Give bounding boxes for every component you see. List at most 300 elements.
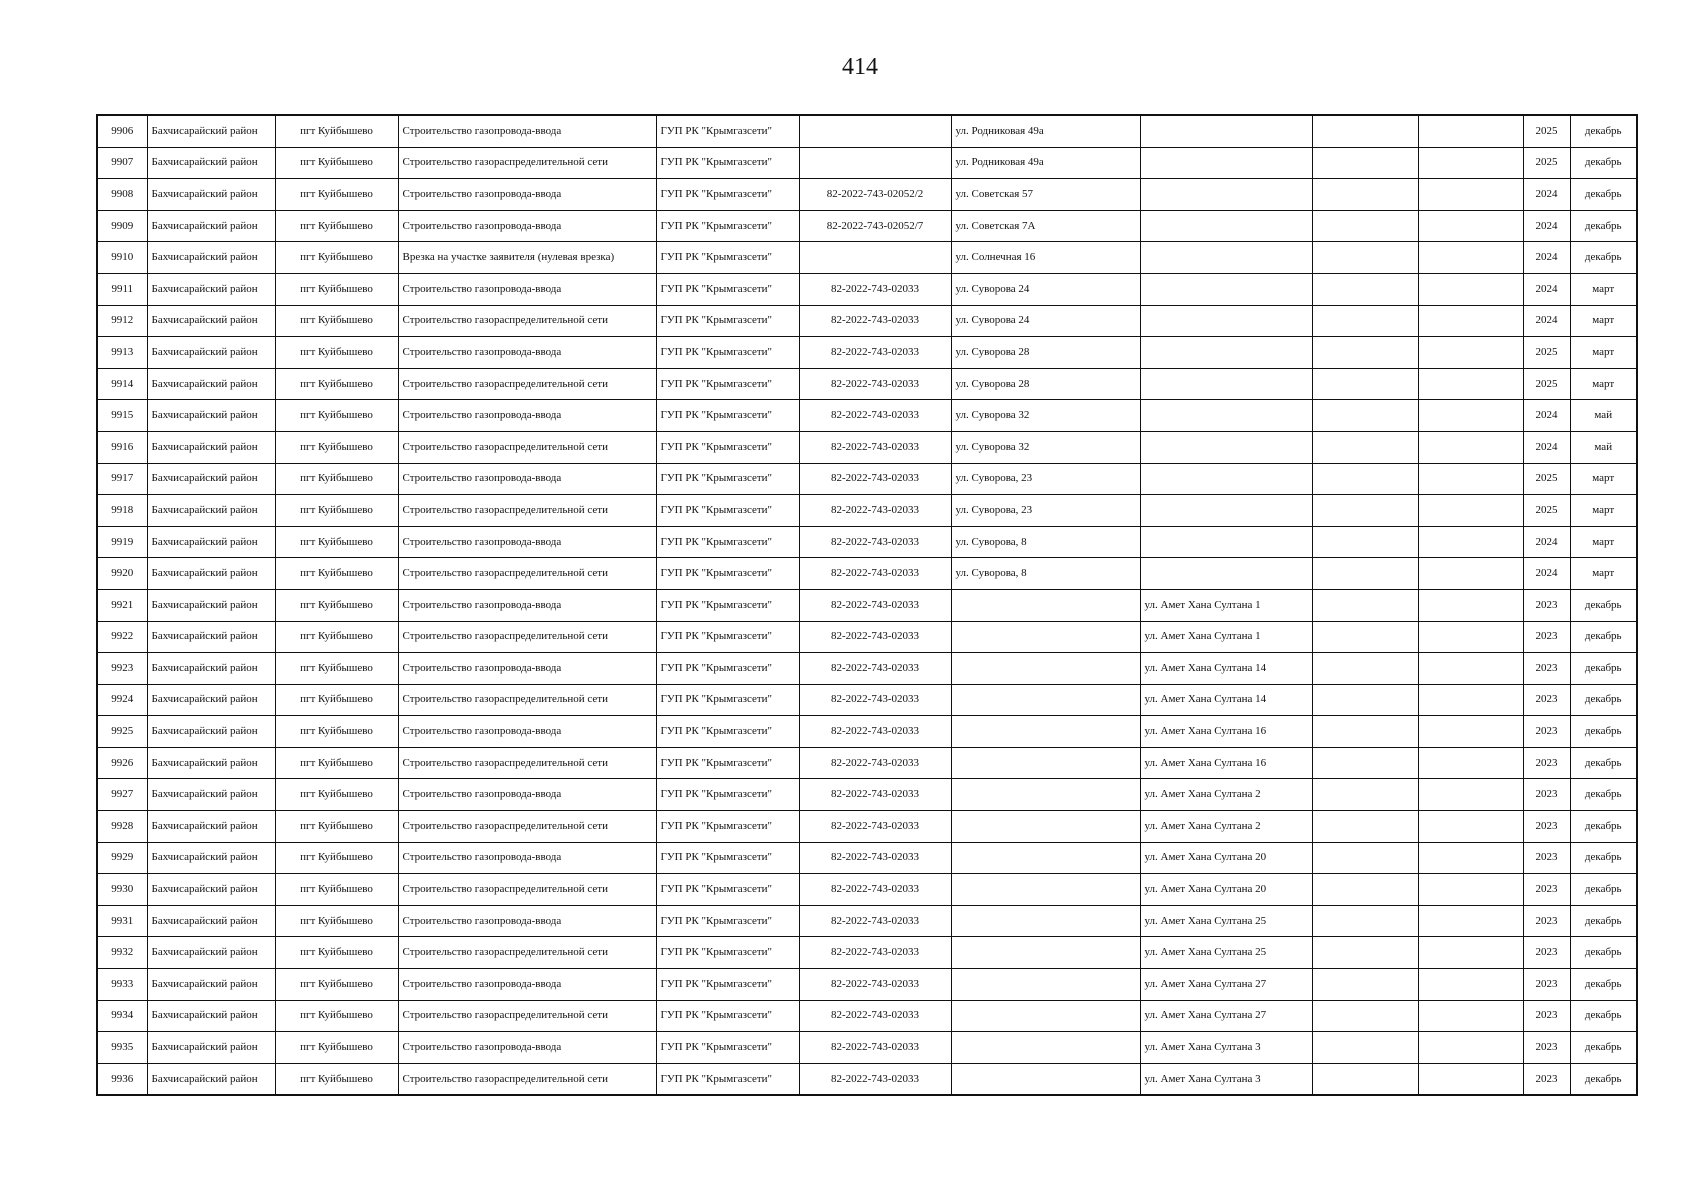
registry-code-cell: 82-2022-743-02033 <box>799 811 951 843</box>
work-type-cell: Строительство газопровода-ввода <box>398 115 656 147</box>
month-cell: март <box>1570 368 1637 400</box>
organization-cell: ГУП РК "Крымгазсети" <box>656 653 799 685</box>
blank-cell <box>1312 842 1418 874</box>
organization-cell: ГУП РК "Крымгазсети" <box>656 210 799 242</box>
blank-cell <box>1418 684 1523 716</box>
address-cell <box>951 811 1140 843</box>
address-cell <box>951 969 1140 1001</box>
district-cell: Бахчисарайский район <box>147 242 275 274</box>
address-cell <box>951 653 1140 685</box>
blank-cell <box>1418 621 1523 653</box>
work-type-cell: Строительство газопровода-ввода <box>398 337 656 369</box>
year-cell: 2025 <box>1523 115 1570 147</box>
registry-code-cell: 82-2022-743-02033 <box>799 558 951 590</box>
row-number: 9914 <box>97 368 147 400</box>
blank-cell <box>1418 558 1523 590</box>
year-cell: 2025 <box>1523 147 1570 179</box>
organization-cell: ГУП РК "Крымгазсети" <box>656 874 799 906</box>
year-cell: 2025 <box>1523 337 1570 369</box>
registry-code-cell: 82-2022-743-02033 <box>799 337 951 369</box>
work-type-cell: Строительство газопровода-ввода <box>398 179 656 211</box>
table-row <box>97 621 1637 653</box>
blank-cell <box>1312 747 1418 779</box>
work-type-cell: Строительство газораспределительной сети <box>398 431 656 463</box>
row-number: 9907 <box>97 147 147 179</box>
district-cell: Бахчисарайский район <box>147 463 275 495</box>
work-type-cell: Строительство газораспределительной сети <box>398 147 656 179</box>
address-cell <box>951 905 1140 937</box>
row-number: 9921 <box>97 589 147 621</box>
district-cell: Бахчисарайский район <box>147 1063 275 1095</box>
district-cell: Бахчисарайский район <box>147 779 275 811</box>
organization-cell: ГУП РК "Крымгазсети" <box>656 969 799 1001</box>
work-type-cell: Строительство газораспределительной сети <box>398 621 656 653</box>
address-cell: ул. Родниковая 49а <box>951 147 1140 179</box>
address-alt-cell <box>1140 431 1312 463</box>
month-cell: декабрь <box>1570 716 1637 748</box>
month-cell: декабрь <box>1570 969 1637 1001</box>
table-row <box>97 368 1637 400</box>
blank-cell <box>1312 621 1418 653</box>
month-cell: май <box>1570 431 1637 463</box>
work-type-cell: Врезка на участке заявителя (нулевая врезка) <box>398 242 656 274</box>
address-alt-cell <box>1140 526 1312 558</box>
blank-cell <box>1418 1063 1523 1095</box>
work-type-cell: Строительство газопровода-ввода <box>398 210 656 242</box>
month-cell: декабрь <box>1570 937 1637 969</box>
table-row <box>97 210 1637 242</box>
address-cell <box>951 716 1140 748</box>
year-cell: 2025 <box>1523 368 1570 400</box>
blank-cell <box>1418 937 1523 969</box>
address-cell: ул. Советская 57 <box>951 179 1140 211</box>
address-alt-cell <box>1140 400 1312 432</box>
row-number: 9910 <box>97 242 147 274</box>
table-row <box>97 779 1637 811</box>
address-cell: ул. Суворова 32 <box>951 431 1140 463</box>
registry-code-cell: 82-2022-743-02033 <box>799 653 951 685</box>
registry-code-cell: 82-2022-743-02033 <box>799 495 951 527</box>
district-cell: Бахчисарайский район <box>147 874 275 906</box>
settlement-cell: пгт Куйбышево <box>275 589 398 621</box>
registry-code-cell <box>799 147 951 179</box>
year-cell: 2023 <box>1523 842 1570 874</box>
blank-cell <box>1312 337 1418 369</box>
blank-cell <box>1312 905 1418 937</box>
year-cell: 2023 <box>1523 905 1570 937</box>
organization-cell: ГУП РК "Крымгазсети" <box>656 495 799 527</box>
settlement-cell: пгт Куйбышево <box>275 242 398 274</box>
address-cell: ул. Суворова, 23 <box>951 463 1140 495</box>
row-number: 9915 <box>97 400 147 432</box>
settlement-cell: пгт Куйбышево <box>275 621 398 653</box>
table-row <box>97 1000 1637 1032</box>
registry-code-cell: 82-2022-743-02033 <box>799 463 951 495</box>
district-cell: Бахчисарайский район <box>147 1032 275 1064</box>
work-type-cell: Строительство газопровода-ввода <box>398 589 656 621</box>
work-type-cell: Строительство газопровода-ввода <box>398 716 656 748</box>
blank-cell <box>1418 147 1523 179</box>
organization-cell: ГУП РК "Крымгазсети" <box>656 115 799 147</box>
blank-cell <box>1418 969 1523 1001</box>
blank-cell <box>1418 779 1523 811</box>
work-type-cell: Строительство газораспределительной сети <box>398 1000 656 1032</box>
table-body <box>97 115 1637 1095</box>
address-alt-cell: ул. Амет Хана Султана 16 <box>1140 747 1312 779</box>
address-alt-cell: ул. Амет Хана Султана 27 <box>1140 969 1312 1001</box>
table-row <box>97 463 1637 495</box>
row-number: 9918 <box>97 495 147 527</box>
address-alt-cell <box>1140 179 1312 211</box>
organization-cell: ГУП РК "Крымгазсети" <box>656 242 799 274</box>
table-row <box>97 179 1637 211</box>
district-cell: Бахчисарайский район <box>147 558 275 590</box>
registry-code-cell: 82-2022-743-02033 <box>799 684 951 716</box>
district-cell: Бахчисарайский район <box>147 400 275 432</box>
blank-cell <box>1312 179 1418 211</box>
year-cell: 2024 <box>1523 526 1570 558</box>
year-cell: 2024 <box>1523 273 1570 305</box>
row-number: 9916 <box>97 431 147 463</box>
row-number: 9926 <box>97 747 147 779</box>
row-number: 9927 <box>97 779 147 811</box>
address-cell <box>951 589 1140 621</box>
settlement-cell: пгт Куйбышево <box>275 368 398 400</box>
address-cell <box>951 1032 1140 1064</box>
month-cell: март <box>1570 463 1637 495</box>
table-row <box>97 242 1637 274</box>
organization-cell: ГУП РК "Крымгазсети" <box>656 305 799 337</box>
blank-cell <box>1312 716 1418 748</box>
blank-cell <box>1418 842 1523 874</box>
organization-cell: ГУП РК "Крымгазсети" <box>656 558 799 590</box>
blank-cell <box>1312 874 1418 906</box>
settlement-cell: пгт Куйбышево <box>275 969 398 1001</box>
month-cell: декабрь <box>1570 210 1637 242</box>
organization-cell: ГУП РК "Крымгазсети" <box>656 273 799 305</box>
settlement-cell: пгт Куйбышево <box>275 400 398 432</box>
work-type-cell: Строительство газораспределительной сети <box>398 874 656 906</box>
registry-code-cell: 82-2022-743-02033 <box>799 842 951 874</box>
blank-cell <box>1312 811 1418 843</box>
registry-code-cell: 82-2022-743-02033 <box>799 716 951 748</box>
settlement-cell: пгт Куйбышево <box>275 147 398 179</box>
district-cell: Бахчисарайский район <box>147 653 275 685</box>
month-cell: декабрь <box>1570 842 1637 874</box>
row-number: 9935 <box>97 1032 147 1064</box>
settlement-cell: пгт Куйбышево <box>275 684 398 716</box>
blank-cell <box>1418 305 1523 337</box>
organization-cell: ГУП РК "Крымгазсети" <box>656 337 799 369</box>
year-cell: 2023 <box>1523 937 1570 969</box>
district-cell: Бахчисарайский район <box>147 811 275 843</box>
table-row <box>97 969 1637 1001</box>
row-number: 9924 <box>97 684 147 716</box>
month-cell: декабрь <box>1570 621 1637 653</box>
district-cell: Бахчисарайский район <box>147 842 275 874</box>
table-row <box>97 842 1637 874</box>
year-cell: 2023 <box>1523 1063 1570 1095</box>
registry-code-cell: 82-2022-743-02033 <box>799 969 951 1001</box>
district-cell: Бахчисарайский район <box>147 495 275 527</box>
address-cell <box>951 779 1140 811</box>
row-number: 9933 <box>97 969 147 1001</box>
district-cell: Бахчисарайский район <box>147 273 275 305</box>
address-cell <box>951 747 1140 779</box>
settlement-cell: пгт Куйбышево <box>275 653 398 685</box>
blank-cell <box>1312 431 1418 463</box>
address-alt-cell: ул. Амет Хана Султана 20 <box>1140 842 1312 874</box>
month-cell: декабрь <box>1570 905 1637 937</box>
settlement-cell: пгт Куйбышево <box>275 811 398 843</box>
address-cell: ул. Суворова, 8 <box>951 558 1140 590</box>
work-type-cell: Строительство газопровода-ввода <box>398 842 656 874</box>
address-alt-cell: ул. Амет Хана Султана 2 <box>1140 779 1312 811</box>
year-cell: 2023 <box>1523 874 1570 906</box>
organization-cell: ГУП РК "Крымгазсети" <box>656 526 799 558</box>
year-cell: 2023 <box>1523 716 1570 748</box>
blank-cell <box>1312 368 1418 400</box>
year-cell: 2024 <box>1523 242 1570 274</box>
blank-cell <box>1312 1063 1418 1095</box>
work-type-cell: Строительство газопровода-ввода <box>398 969 656 1001</box>
year-cell: 2023 <box>1523 969 1570 1001</box>
registry-code-cell: 82-2022-743-02033 <box>799 1000 951 1032</box>
year-cell: 2023 <box>1523 1000 1570 1032</box>
address-alt-cell <box>1140 210 1312 242</box>
row-number: 9908 <box>97 179 147 211</box>
settlement-cell: пгт Куйбышево <box>275 210 398 242</box>
row-number: 9928 <box>97 811 147 843</box>
organization-cell: ГУП РК "Крымгазсети" <box>656 716 799 748</box>
registry-code-cell: 82-2022-743-02033 <box>799 526 951 558</box>
address-alt-cell <box>1140 147 1312 179</box>
month-cell: декабрь <box>1570 874 1637 906</box>
address-alt-cell: ул. Амет Хана Султана 14 <box>1140 684 1312 716</box>
row-number: 9934 <box>97 1000 147 1032</box>
district-cell: Бахчисарайский район <box>147 1000 275 1032</box>
address-alt-cell <box>1140 242 1312 274</box>
address-alt-cell <box>1140 463 1312 495</box>
table-row <box>97 684 1637 716</box>
district-cell: Бахчисарайский район <box>147 115 275 147</box>
address-alt-cell: ул. Амет Хана Султана 20 <box>1140 874 1312 906</box>
blank-cell <box>1312 495 1418 527</box>
month-cell: март <box>1570 495 1637 527</box>
district-cell: Бахчисарайский район <box>147 621 275 653</box>
blank-cell <box>1418 495 1523 527</box>
blank-cell <box>1418 905 1523 937</box>
address-alt-cell: ул. Амет Хана Султана 3 <box>1140 1063 1312 1095</box>
month-cell: декабрь <box>1570 1063 1637 1095</box>
blank-cell <box>1312 779 1418 811</box>
district-cell: Бахчисарайский район <box>147 747 275 779</box>
work-type-cell: Строительство газораспределительной сети <box>398 811 656 843</box>
registry-code-cell: 82-2022-743-02033 <box>799 747 951 779</box>
row-number: 9912 <box>97 305 147 337</box>
address-alt-cell: ул. Амет Хана Султана 1 <box>1140 621 1312 653</box>
row-number: 9913 <box>97 337 147 369</box>
row-number: 9929 <box>97 842 147 874</box>
registry-code-cell: 82-2022-743-02033 <box>799 1063 951 1095</box>
registry-code-cell: 82-2022-743-02033 <box>799 937 951 969</box>
table-row <box>97 747 1637 779</box>
address-cell: ул. Суворова 24 <box>951 305 1140 337</box>
month-cell: март <box>1570 305 1637 337</box>
row-number: 9931 <box>97 905 147 937</box>
month-cell: декабрь <box>1570 779 1637 811</box>
table-row <box>97 115 1637 147</box>
district-cell: Бахчисарайский район <box>147 716 275 748</box>
district-cell: Бахчисарайский район <box>147 368 275 400</box>
address-cell <box>951 684 1140 716</box>
month-cell: декабрь <box>1570 747 1637 779</box>
organization-cell: ГУП РК "Крымгазсети" <box>656 1000 799 1032</box>
registry-code-cell <box>799 115 951 147</box>
month-cell: декабрь <box>1570 147 1637 179</box>
settlement-cell: пгт Куйбышево <box>275 273 398 305</box>
registry-code-cell: 82-2022-743-02033 <box>799 589 951 621</box>
address-alt-cell: ул. Амет Хана Султана 14 <box>1140 653 1312 685</box>
table-row <box>97 526 1637 558</box>
year-cell: 2024 <box>1523 400 1570 432</box>
district-cell: Бахчисарайский район <box>147 179 275 211</box>
organization-cell: ГУП РК "Крымгазсети" <box>656 937 799 969</box>
work-type-cell: Строительство газораспределительной сети <box>398 558 656 590</box>
blank-cell <box>1418 1000 1523 1032</box>
work-type-cell: Строительство газораспределительной сети <box>398 305 656 337</box>
blank-cell <box>1312 653 1418 685</box>
organization-cell: ГУП РК "Крымгазсети" <box>656 842 799 874</box>
month-cell: декабрь <box>1570 1032 1637 1064</box>
blank-cell <box>1312 463 1418 495</box>
blank-cell <box>1418 368 1523 400</box>
blank-cell <box>1312 115 1418 147</box>
month-cell: март <box>1570 558 1637 590</box>
address-alt-cell: ул. Амет Хана Султана 2 <box>1140 811 1312 843</box>
organization-cell: ГУП РК "Крымгазсети" <box>656 368 799 400</box>
year-cell: 2024 <box>1523 558 1570 590</box>
organization-cell: ГУП РК "Крымгазсети" <box>656 400 799 432</box>
address-cell: ул. Родниковая 49а <box>951 115 1140 147</box>
blank-cell <box>1312 273 1418 305</box>
district-cell: Бахчисарайский район <box>147 589 275 621</box>
year-cell: 2025 <box>1523 463 1570 495</box>
registry-code-cell: 82-2022-743-02033 <box>799 273 951 305</box>
year-cell: 2023 <box>1523 779 1570 811</box>
address-alt-cell: ул. Амет Хана Султана 25 <box>1140 905 1312 937</box>
district-cell: Бахчисарайский район <box>147 969 275 1001</box>
address-alt-cell: ул. Амет Хана Султана 25 <box>1140 937 1312 969</box>
settlement-cell: пгт Куйбышево <box>275 115 398 147</box>
blank-cell <box>1418 431 1523 463</box>
registry-code-cell: 82-2022-743-02033 <box>799 368 951 400</box>
blank-cell <box>1312 969 1418 1001</box>
work-type-cell: Строительство газопровода-ввода <box>398 273 656 305</box>
organization-cell: ГУП РК "Крымгазсети" <box>656 589 799 621</box>
year-cell: 2024 <box>1523 431 1570 463</box>
table-row <box>97 147 1637 179</box>
settlement-cell: пгт Куйбышево <box>275 716 398 748</box>
year-cell: 2024 <box>1523 179 1570 211</box>
blank-cell <box>1418 210 1523 242</box>
work-type-cell: Строительство газопровода-ввода <box>398 526 656 558</box>
registry-code-cell: 82-2022-743-02033 <box>799 779 951 811</box>
month-cell: март <box>1570 337 1637 369</box>
registry-code-cell: 82-2022-743-02033 <box>799 305 951 337</box>
row-number: 9906 <box>97 115 147 147</box>
district-cell: Бахчисарайский район <box>147 684 275 716</box>
blank-cell <box>1418 400 1523 432</box>
table-row <box>97 305 1637 337</box>
blank-cell <box>1312 589 1418 621</box>
blank-cell <box>1418 716 1523 748</box>
blank-cell <box>1418 811 1523 843</box>
settlement-cell: пгт Куйбышево <box>275 747 398 779</box>
year-cell: 2023 <box>1523 811 1570 843</box>
row-number: 9909 <box>97 210 147 242</box>
district-cell: Бахчисарайский район <box>147 431 275 463</box>
settlement-cell: пгт Куйбышево <box>275 842 398 874</box>
settlement-cell: пгт Куйбышево <box>275 937 398 969</box>
table-row <box>97 431 1637 463</box>
organization-cell: ГУП РК "Крымгазсети" <box>656 147 799 179</box>
blank-cell <box>1418 653 1523 685</box>
row-number: 9923 <box>97 653 147 685</box>
district-cell: Бахчисарайский район <box>147 905 275 937</box>
work-type-cell: Строительство газораспределительной сети <box>398 937 656 969</box>
work-type-cell: Строительство газораспределительной сети <box>398 1063 656 1095</box>
organization-cell: ГУП РК "Крымгазсети" <box>656 747 799 779</box>
month-cell: декабрь <box>1570 1000 1637 1032</box>
blank-cell <box>1418 874 1523 906</box>
address-alt-cell <box>1140 368 1312 400</box>
month-cell: декабрь <box>1570 179 1637 211</box>
blank-cell <box>1312 558 1418 590</box>
registry-code-cell <box>799 242 951 274</box>
registry-table <box>96 114 1638 1096</box>
blank-cell <box>1418 589 1523 621</box>
year-cell: 2023 <box>1523 747 1570 779</box>
work-type-cell: Строительство газопровода-ввода <box>398 653 656 685</box>
address-cell <box>951 1063 1140 1095</box>
table-row <box>97 558 1637 590</box>
table-row <box>97 589 1637 621</box>
organization-cell: ГУП РК "Крымгазсети" <box>656 684 799 716</box>
settlement-cell: пгт Куйбышево <box>275 1063 398 1095</box>
address-cell <box>951 874 1140 906</box>
district-cell: Бахчисарайский район <box>147 147 275 179</box>
work-type-cell: Строительство газопровода-ввода <box>398 779 656 811</box>
blank-cell <box>1312 1000 1418 1032</box>
work-type-cell: Строительство газораспределительной сети <box>398 368 656 400</box>
table-row <box>97 653 1637 685</box>
district-cell: Бахчисарайский район <box>147 937 275 969</box>
address-cell: ул. Суворова 28 <box>951 368 1140 400</box>
address-alt-cell <box>1140 337 1312 369</box>
table-row <box>97 1063 1637 1095</box>
settlement-cell: пгт Куйбышево <box>275 526 398 558</box>
month-cell: март <box>1570 273 1637 305</box>
registry-code-cell: 82-2022-743-02033 <box>799 905 951 937</box>
settlement-cell: пгт Куйбышево <box>275 558 398 590</box>
settlement-cell: пгт Куйбышево <box>275 905 398 937</box>
registry-code-cell: 82-2022-743-02033 <box>799 1032 951 1064</box>
address-alt-cell: ул. Амет Хана Султана 16 <box>1140 716 1312 748</box>
organization-cell: ГУП РК "Крымгазсети" <box>656 463 799 495</box>
blank-cell <box>1312 147 1418 179</box>
blank-cell <box>1418 747 1523 779</box>
